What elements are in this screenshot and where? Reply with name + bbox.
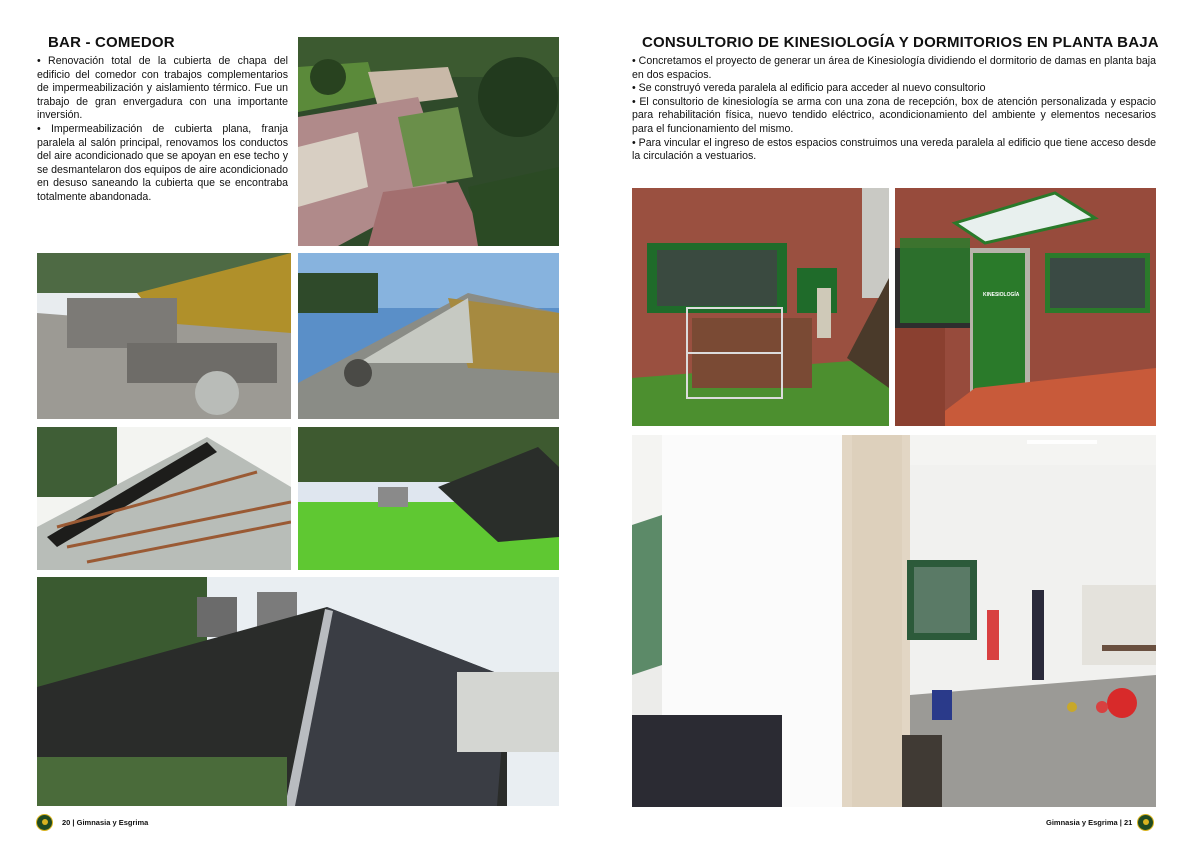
- left-paragraph-2: • Impermeabilización de cubierta plana, franja paralela al salón principal, renovamos los conductos del aire acondicionado que se apoyan en ese techo y se desmantelaron dos equipos de aire acondicionado en desuso saneando la cubierta que se encontraba totalmente abandonada.: [37, 122, 288, 203]
- left-page-heading: BAR - COMEDOR: [48, 34, 175, 51]
- right-paragraph-4: • Para vincular el ingreso de estos espacios construimos una vereda paralela al edificio que tiene acceso desde la circulación a vestuarios.: [632, 136, 1156, 163]
- right-paragraph-3: • El consultorio de kinesiología se arma con una zona de recepción, box de atención personalizada y espacio para rehabilitación física, nuevo tendido eléctrico, acondicionamiento del ambiente y elementos necesarios para el funcionamiento del mismo.: [632, 95, 1156, 135]
- photo-flat-roof-green: [298, 427, 559, 570]
- right-paragraph-1: • Concretamos el proyecto de generar un área de Kinesiología dividiendo el dormitorio de damas en planta baja en dos espacios.: [632, 55, 1156, 81]
- club-logo-right: [1137, 814, 1154, 831]
- photo-kinesiology-entrance: [895, 188, 1156, 426]
- right-paragraph-2: • Se construyó vereda paralela al edificio para acceder al nuevo consultorio: [632, 82, 986, 95]
- right-footer: Gimnasia y Esgrima | 21: [1046, 818, 1133, 827]
- right-page-heading: CONSULTORIO DE KINESIOLOGÍA Y DORMITORIOS EN PLANTA BAJA: [642, 34, 1159, 51]
- photo-kinesiology-interior: [632, 435, 1156, 807]
- aerial-photo-club: [298, 37, 559, 246]
- left-footer: 20 | Gimnasia y Esgrima: [62, 818, 149, 827]
- left-page-text: [37, 55, 288, 205]
- photo-new-metal-roof: [37, 577, 559, 806]
- club-logo-left: [36, 814, 53, 831]
- photo-roof-structure: [37, 427, 291, 570]
- photo-sidewalk-construction: [632, 188, 889, 426]
- right-page-text: [632, 55, 1156, 164]
- photo-roof-ducts: [37, 253, 291, 419]
- door-sign: KINESIOLOGÍA: [983, 292, 1020, 298]
- left-paragraph-1: • Renovación total de la cubierta de chapa del edificio del comedor con trabajos complementarios de impermeabilización y aislamiento térmico. Fue un trabajo de gran envergadura con una importante inversión.: [37, 55, 288, 122]
- photo-roof-insulation: [298, 253, 559, 419]
